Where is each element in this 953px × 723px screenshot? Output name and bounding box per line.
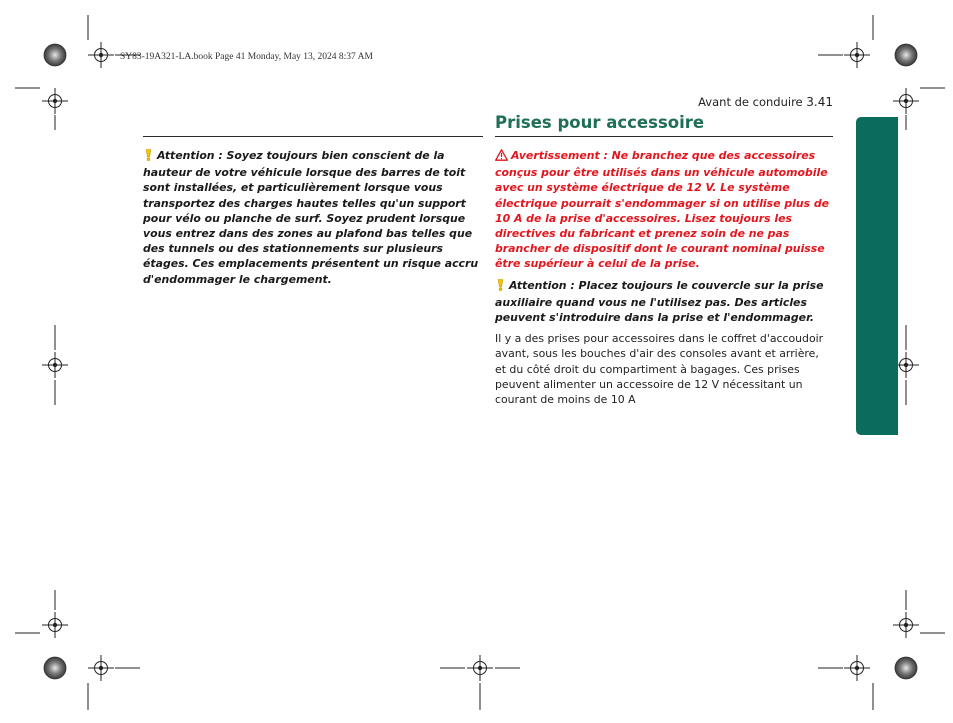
caution-label: Attention :	[509, 278, 575, 292]
crosshair-icon	[42, 88, 68, 114]
registration-disc-icon	[44, 44, 66, 66]
registration-disc-icon	[895, 44, 917, 66]
chapter-thumb-tab	[856, 117, 898, 435]
warning-paragraph	[495, 148, 833, 272]
crosshair-icon	[467, 655, 493, 681]
right-column	[495, 148, 833, 407]
crosshair-icon	[893, 88, 919, 114]
section-label: Avant de conduire	[698, 95, 803, 109]
crosshair-icon	[844, 42, 870, 68]
crosshair-icon	[88, 655, 114, 681]
caution-text: Soyez toujours bien conscient de la hauteur de votre véhicule lorsque des barres de toit sont installées, et particulièrement lorsque vous transportez des charges hautes telles qu'un support pour vélo ou planche de surf. Soyez prudent lorsque vous entrez dans des zones au plafond bas telles que des tunnels ou des stationnements sur plusieurs étages. Ces emplacements présentent un risque accru d'endommager le chargement.	[143, 149, 479, 286]
caution-paragraph	[495, 278, 833, 326]
warning-label: Avertissement :	[511, 149, 608, 162]
crosshair-icon	[42, 612, 68, 638]
caution-label: Attention :	[157, 149, 223, 162]
registration-disc-icon	[895, 657, 917, 679]
warning-triangle-icon	[495, 149, 508, 165]
right-column-rule	[495, 136, 833, 137]
book-slug-line: SY83-19A321-LA.book Page 41 Monday, May 13, 2024 8:37 AM	[120, 52, 373, 62]
caution-exclamation-icon	[143, 149, 154, 165]
warning-text: Ne branchez que des accessoires conçus pour être utilisés dans un véhicule automobile avec un système électrique de 12 V. Le système électrique pourrait s'endommager si on utilise plus de 10 A de la prise d'accessoires. Lisez toujours les directives du fabricant et prenez soin de ne pas brancher de dispositif dont le courant nominal puisse être supérieur à celui de la prise.	[495, 149, 830, 271]
left-column	[143, 148, 483, 287]
crosshair-icon	[844, 655, 870, 681]
crosshair-icon	[42, 352, 68, 378]
page-number: 3.41	[806, 95, 833, 109]
section-title: Prises pour accessoire	[495, 113, 705, 132]
registration-disc-icon	[44, 657, 66, 679]
body-paragraph: Il y a des prises pour accessoires dans le coffret d'accoudoir avant, sous les bouches d'air des consoles avant et arrière, et du côté droit du compartiment à bagages. Ces prises peuvent alimenter un accessoire de 12 V nécessitant un courant de moins de 10 A	[495, 332, 824, 407]
running-head	[698, 95, 833, 109]
caution-exclamation-icon	[495, 279, 506, 295]
crosshair-icon	[893, 612, 919, 638]
left-column-rule	[143, 136, 483, 137]
caution-paragraph	[143, 148, 483, 287]
crosshair-icon	[88, 42, 114, 68]
caution-text: Placez toujours le couvercle sur la prise auxiliaire quand vous ne l'utilisez pas. Des articles peuvent s'introduire dans la prise et l'endommager.	[495, 278, 824, 325]
